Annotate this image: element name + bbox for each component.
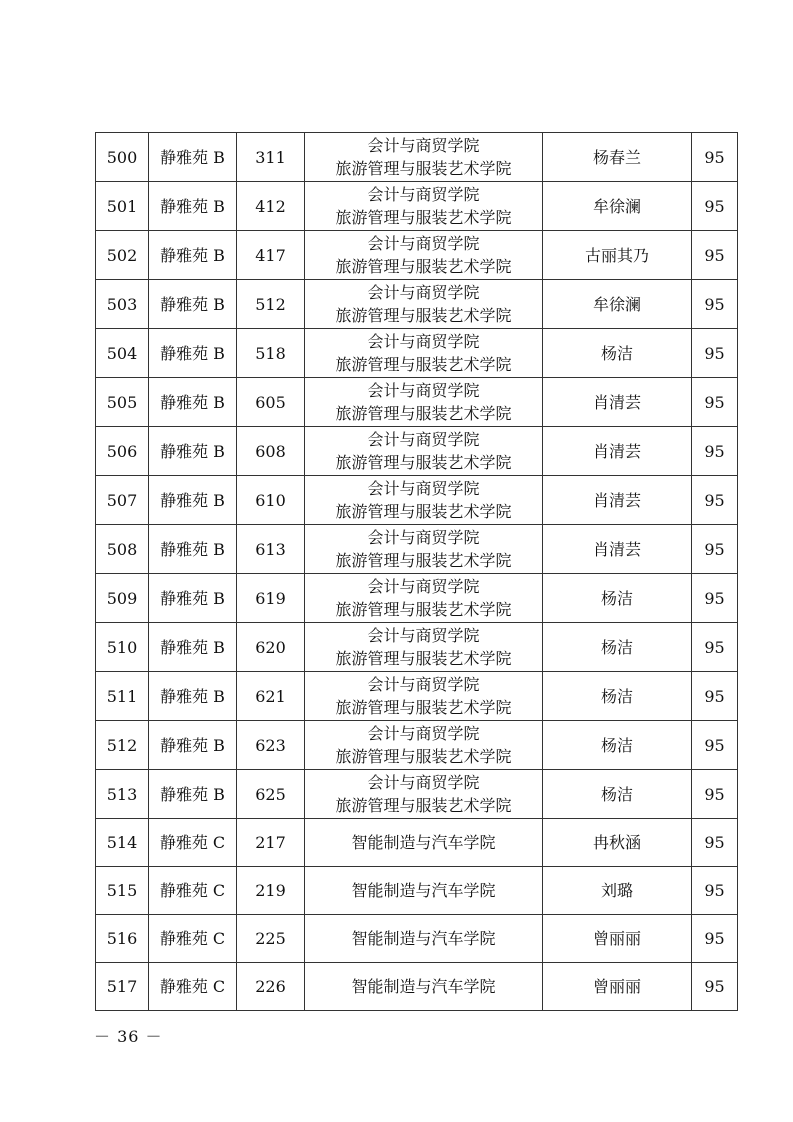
building-cell: 静雅苑 B [149, 329, 237, 378]
row-number-cell: 511 [96, 672, 149, 721]
college-cell [305, 133, 543, 182]
table-row [96, 133, 738, 182]
room-cell: 621 [237, 672, 305, 721]
room-cell: 217 [237, 819, 305, 867]
dormitory-score-table [95, 132, 738, 1011]
college-line: 旅游管理与服装艺术学院 [335, 306, 512, 325]
table-row [96, 819, 738, 867]
table-row [96, 623, 738, 672]
college-line: 旅游管理与服装艺术学院 [335, 453, 512, 472]
table-row [96, 867, 738, 915]
room-cell: 311 [237, 133, 305, 182]
score-cell: 95 [692, 231, 738, 280]
building-cell: 静雅苑 C [149, 819, 237, 867]
score-cell: 95 [692, 378, 738, 427]
inspector-cell: 杨洁 [543, 721, 692, 770]
row-number-cell: 504 [96, 329, 149, 378]
building-cell: 静雅苑 B [149, 280, 237, 329]
table-row [96, 378, 738, 427]
building-cell: 静雅苑 B [149, 574, 237, 623]
inspector-cell: 曾丽丽 [543, 963, 692, 1011]
college-cell [305, 525, 543, 574]
college-line: 旅游管理与服装艺术学院 [335, 796, 512, 815]
college-cell [305, 182, 543, 231]
college-line: 会计与商贸学院 [367, 430, 480, 449]
row-number-cell: 508 [96, 525, 149, 574]
building-cell: 静雅苑 B [149, 476, 237, 525]
college-cell [305, 623, 543, 672]
page-number: － 36 － [94, 1027, 163, 1046]
room-cell: 605 [237, 378, 305, 427]
room-cell: 613 [237, 525, 305, 574]
building-cell: 静雅苑 B [149, 378, 237, 427]
college-line: 旅游管理与服装艺术学院 [335, 600, 512, 619]
inspector-cell: 古丽其乃 [543, 231, 692, 280]
row-number-cell: 510 [96, 623, 149, 672]
score-cell: 95 [692, 623, 738, 672]
row-number-cell: 500 [96, 133, 149, 182]
college-cell [305, 672, 543, 721]
table-row [96, 329, 738, 378]
college-cell [305, 867, 543, 915]
row-number-cell: 512 [96, 721, 149, 770]
row-number-cell: 502 [96, 231, 149, 280]
table-row [96, 182, 738, 231]
table-row [96, 721, 738, 770]
row-number-cell: 513 [96, 770, 149, 819]
college-line: 旅游管理与服装艺术学院 [335, 208, 512, 227]
inspector-cell: 肖清芸 [543, 476, 692, 525]
college-line: 会计与商贸学院 [367, 136, 480, 155]
score-cell: 95 [692, 672, 738, 721]
college-line: 旅游管理与服装艺术学院 [335, 159, 512, 178]
score-cell: 95 [692, 867, 738, 915]
college-line: 旅游管理与服装艺术学院 [335, 698, 512, 717]
inspector-cell: 曾丽丽 [543, 915, 692, 963]
college-line: 会计与商贸学院 [367, 283, 480, 302]
college-cell [305, 915, 543, 963]
row-number-cell: 503 [96, 280, 149, 329]
room-cell: 412 [237, 182, 305, 231]
inspector-cell: 杨洁 [543, 770, 692, 819]
row-number-cell: 506 [96, 427, 149, 476]
room-cell: 610 [237, 476, 305, 525]
college-line: 会计与商贸学院 [367, 332, 480, 351]
score-cell: 95 [692, 427, 738, 476]
building-cell: 静雅苑 B [149, 721, 237, 770]
room-cell: 219 [237, 867, 305, 915]
score-cell: 95 [692, 915, 738, 963]
college-line: 会计与商贸学院 [367, 528, 480, 547]
room-cell: 417 [237, 231, 305, 280]
score-cell: 95 [692, 280, 738, 329]
inspector-cell: 杨洁 [543, 672, 692, 721]
building-cell: 静雅苑 C [149, 963, 237, 1011]
score-cell: 95 [692, 963, 738, 1011]
college-cell [305, 963, 543, 1011]
room-cell: 518 [237, 329, 305, 378]
inspector-cell: 杨春兰 [543, 133, 692, 182]
college-line: 会计与商贸学院 [367, 577, 480, 596]
table-row [96, 476, 738, 525]
building-cell: 静雅苑 B [149, 770, 237, 819]
score-cell: 95 [692, 476, 738, 525]
building-cell: 静雅苑 B [149, 231, 237, 280]
score-cell: 95 [692, 819, 738, 867]
college-cell [305, 819, 543, 867]
building-cell: 静雅苑 B [149, 672, 237, 721]
college-line: 旅游管理与服装艺术学院 [335, 355, 512, 374]
room-cell: 225 [237, 915, 305, 963]
inspector-cell: 牟徐澜 [543, 280, 692, 329]
college-cell [305, 378, 543, 427]
room-cell: 620 [237, 623, 305, 672]
row-number-cell: 507 [96, 476, 149, 525]
inspector-cell: 杨洁 [543, 623, 692, 672]
score-cell: 95 [692, 770, 738, 819]
building-cell: 静雅苑 C [149, 867, 237, 915]
table-row [96, 231, 738, 280]
row-number-cell: 514 [96, 819, 149, 867]
score-cell: 95 [692, 182, 738, 231]
table-row [96, 280, 738, 329]
row-number-cell: 509 [96, 574, 149, 623]
table-row [96, 672, 738, 721]
college-line: 会计与商贸学院 [367, 185, 480, 204]
building-cell: 静雅苑 C [149, 915, 237, 963]
college-line: 会计与商贸学院 [367, 675, 480, 694]
building-cell: 静雅苑 B [149, 525, 237, 574]
inspector-cell: 冉秋涵 [543, 819, 692, 867]
room-cell: 619 [237, 574, 305, 623]
building-cell: 静雅苑 B [149, 623, 237, 672]
college-line: 会计与商贸学院 [367, 724, 480, 743]
college-line: 会计与商贸学院 [367, 626, 480, 645]
score-cell: 95 [692, 721, 738, 770]
inspector-cell: 杨洁 [543, 574, 692, 623]
building-cell: 静雅苑 B [149, 427, 237, 476]
college-line: 旅游管理与服装艺术学院 [335, 404, 512, 423]
row-number-cell: 516 [96, 915, 149, 963]
room-cell: 623 [237, 721, 305, 770]
college-line: 会计与商贸学院 [367, 479, 480, 498]
room-cell: 608 [237, 427, 305, 476]
table-row [96, 574, 738, 623]
inspector-cell: 杨洁 [543, 329, 692, 378]
score-cell: 95 [692, 574, 738, 623]
table-row [96, 963, 738, 1011]
room-cell: 512 [237, 280, 305, 329]
table-row [96, 915, 738, 963]
score-cell: 95 [692, 133, 738, 182]
college-line: 旅游管理与服装艺术学院 [335, 747, 512, 766]
row-number-cell: 517 [96, 963, 149, 1011]
college-line: 会计与商贸学院 [367, 381, 480, 400]
college-cell [305, 427, 543, 476]
college-cell [305, 280, 543, 329]
college-line: 智能制造与汽车学院 [351, 833, 496, 852]
inspector-cell: 肖清芸 [543, 427, 692, 476]
college-line: 旅游管理与服装艺术学院 [335, 551, 512, 570]
college-line: 智能制造与汽车学院 [351, 929, 496, 948]
room-cell: 226 [237, 963, 305, 1011]
college-line: 会计与商贸学院 [367, 773, 480, 792]
college-cell [305, 476, 543, 525]
row-number-cell: 515 [96, 867, 149, 915]
inspector-cell: 牟徐澜 [543, 182, 692, 231]
score-cell: 95 [692, 525, 738, 574]
room-cell: 625 [237, 770, 305, 819]
college-line: 智能制造与汽车学院 [351, 881, 496, 900]
building-cell: 静雅苑 B [149, 133, 237, 182]
inspector-cell: 刘璐 [543, 867, 692, 915]
table-row [96, 427, 738, 476]
score-cell: 95 [692, 329, 738, 378]
table-row [96, 770, 738, 819]
college-line: 旅游管理与服装艺术学院 [335, 649, 512, 668]
college-line: 智能制造与汽车学院 [351, 977, 496, 996]
table-row [96, 525, 738, 574]
inspector-cell: 肖清芸 [543, 378, 692, 427]
college-line: 旅游管理与服装艺术学院 [335, 257, 512, 276]
college-cell [305, 574, 543, 623]
row-number-cell: 505 [96, 378, 149, 427]
college-line: 旅游管理与服装艺术学院 [335, 502, 512, 521]
college-cell [305, 770, 543, 819]
row-number-cell: 501 [96, 182, 149, 231]
college-line: 会计与商贸学院 [367, 234, 480, 253]
building-cell: 静雅苑 B [149, 182, 237, 231]
table-body [96, 133, 738, 1011]
inspector-cell: 肖清芸 [543, 525, 692, 574]
college-cell [305, 231, 543, 280]
college-cell [305, 329, 543, 378]
college-cell [305, 721, 543, 770]
